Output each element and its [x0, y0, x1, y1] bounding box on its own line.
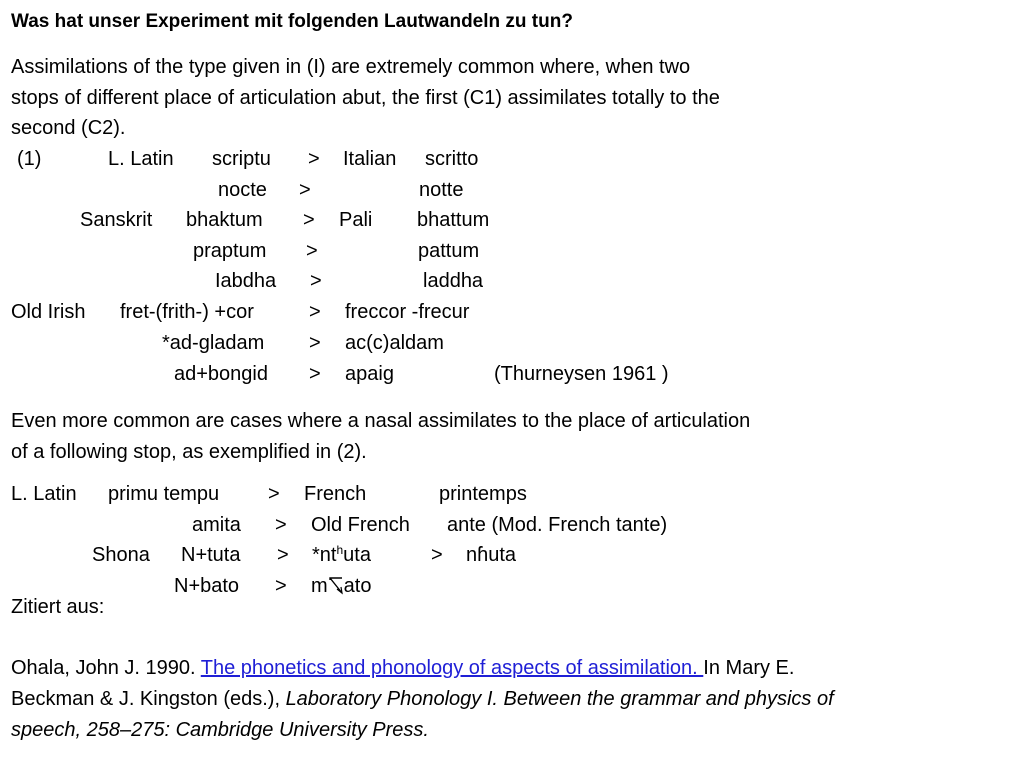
ex1-lang-sanskrit: Sanskrit: [80, 209, 153, 231]
ex2-arrow: >: [277, 544, 289, 566]
ex1-out-apaig: apaig: [345, 363, 394, 385]
ex1-src-ad-bongid: ad+bongid: [174, 363, 268, 385]
cited-label: Zitiert aus:: [11, 596, 105, 618]
ex2-src-primu-tempu: primu tempu: [108, 483, 220, 505]
ex1-out-pattum: pattum: [418, 240, 480, 262]
implosive-glyph-icon: [328, 577, 344, 595]
reference-line-1: Ohala, John J. 1990. The phonetics and phonology of aspects of assimilation. In Mary E.: [11, 657, 795, 679]
ex1-src-ad-gladam: *ad-gladam: [162, 332, 265, 354]
ex1-arrow: >: [310, 270, 322, 292]
ex1-arrow: >: [303, 209, 315, 231]
ex1-out-bhattum: bhattum: [417, 209, 490, 231]
ex1-out-accaldam: ac(c)aldam: [345, 332, 444, 354]
ex2-target-french: French: [304, 483, 367, 505]
ex1-out-scritto: scritto: [425, 148, 479, 170]
ex1-target-italian: Italian: [343, 148, 397, 170]
ex1-lang-old-irish: Old Irish: [11, 301, 86, 323]
ex1-src-bhaktum: bhaktum: [186, 209, 263, 231]
ex1-arrow: >: [309, 301, 321, 323]
ex1-src-nocte: nocte: [218, 179, 267, 201]
ex2-src-n-bato: N+bato: [174, 575, 240, 597]
ex1-out-laddha: laddha: [423, 270, 484, 292]
reference-line-3: speech, 258–275: Cambridge University Press.: [11, 719, 429, 741]
ex2-target-old-french: Old French: [311, 514, 410, 536]
ex2-arrow: >: [275, 575, 287, 597]
intro-line-2: stops of different place of articulation abut, the first (C1) assimilates totally to the: [11, 87, 720, 109]
para2-line-2: of a following stop, as exemplified in (2).: [11, 441, 367, 463]
ex1-src-praptum: praptum: [193, 240, 267, 262]
ex2-arrow: >: [268, 483, 280, 505]
para2-line-1: Even more common are cases where a nasal assimilates to the place of articulation: [11, 410, 751, 432]
ex2-src-n-tuta: N+tuta: [181, 544, 241, 566]
ex2-lang-shona: Shona: [92, 544, 150, 566]
ex2-out-mbato: m ato: [311, 575, 372, 597]
ex2-arrow: >: [275, 514, 287, 536]
ex1-src-iabdha: Iabdha: [215, 270, 277, 292]
ex2-out-ante: ante (Mod. French tante): [447, 514, 668, 536]
ex2-mid-nthuta: $*nt^huta$: [312, 543, 371, 566]
ex2-out-printemps: printemps: [439, 483, 527, 505]
intro-line-1: Assimilations of the type given in (I) are extremely common where, when two: [11, 56, 691, 78]
ex1-arrow: >: [299, 179, 311, 201]
ex1-src-fret: fret-(frith-) +cor: [120, 301, 254, 323]
ex1-lang-latin: L. Latin: [108, 148, 174, 170]
ex1-target-pali: Pali: [339, 209, 373, 231]
ex2-src-amita: amita: [192, 514, 241, 536]
ex1-arrow: >: [306, 240, 318, 262]
ex1-arrow: >: [309, 332, 321, 354]
intro-line-3: second (C2).: [11, 117, 126, 139]
ex1-arrow: >: [308, 148, 320, 170]
ex1-out-notte: notte: [419, 179, 464, 201]
example-1-label: (1): [17, 148, 42, 170]
ex1-src-scriptu: scriptu: [212, 148, 271, 170]
ex1-arrow: >: [309, 363, 321, 385]
reference-link[interactable]: The phonetics and phonology of aspects of assimilation.: [200, 657, 704, 679]
reference-line-2: Beckman & J. Kingston (eds.), Laboratory Phonology I. Between the grammar and physics of: [11, 688, 834, 710]
ex2-lang-latin: L. Latin: [11, 483, 77, 505]
ex2-out-nhuta: nɦuta: [466, 544, 517, 566]
ex2-arrow-2: >: [431, 544, 443, 566]
citation-thurneysen: (Thurneysen 1961 ): [494, 363, 669, 385]
ex1-out-freccor: freccor -frecur: [345, 301, 470, 323]
page-title: Was hat unser Experiment mit folgenden Lautwandeln zu tun?: [11, 11, 573, 32]
